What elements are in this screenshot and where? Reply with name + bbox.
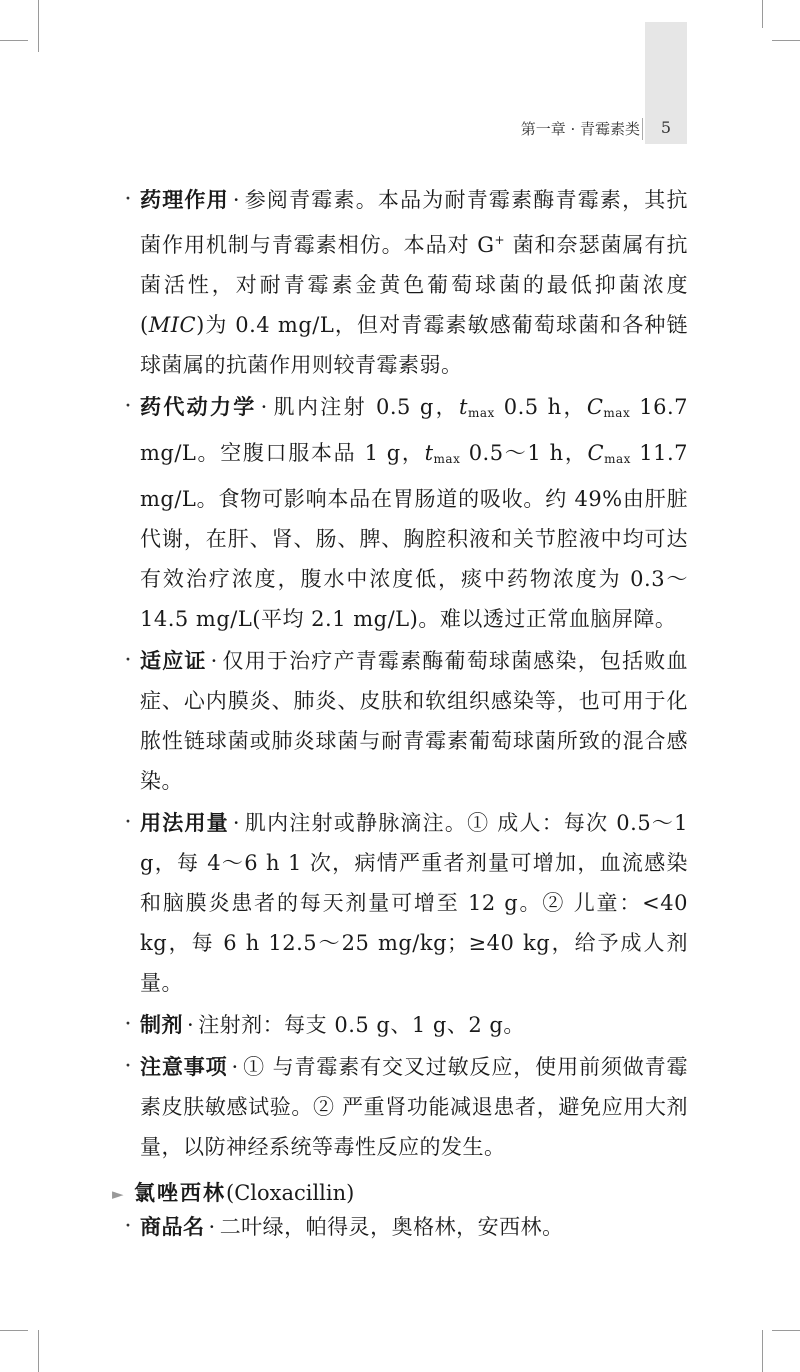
text-part: 注射剂：每支 0.5 g、1 g、2 g。 bbox=[198, 1013, 525, 1037]
term-separator: · bbox=[232, 188, 240, 212]
superscript: + bbox=[494, 233, 506, 247]
section-precautions bbox=[118, 1047, 688, 1167]
section-term: 注意事项 bbox=[140, 1055, 228, 1079]
symbol-c: C bbox=[587, 441, 605, 465]
section-pharmacokinetics bbox=[118, 387, 688, 639]
text-part: )为 0.4 mg/L，但对青霉素敏感葡萄球菌和各种链球菌属的抗菌作用则较青霉素弱。 bbox=[140, 313, 688, 377]
term-separator: · bbox=[208, 1215, 216, 1239]
bullet-dot: · bbox=[124, 648, 132, 673]
crop-mark bbox=[38, 0, 39, 52]
section-term: 商品名 bbox=[140, 1215, 205, 1239]
crop-mark bbox=[0, 40, 28, 41]
text-part: 参阅青霉素。本品为耐青霉素酶青霉素，其抗菌作用机制与青霉素相仿。本品对 G bbox=[140, 188, 689, 257]
term-separator: · bbox=[231, 1055, 239, 1079]
section-indications bbox=[118, 641, 688, 801]
chapter-title: 第一章 · 青霉素类 bbox=[520, 120, 640, 138]
text-part: ① 与青霉素有交叉过敏反应，使用前须做青霉素皮肤敏感试验。② 严重肾功能减退患者，避免应用大剂量，以防神经系统等毒性反应的发生。 bbox=[140, 1055, 688, 1159]
text-part: 0.5～1 h， bbox=[460, 441, 588, 465]
drug-name-en: (Cloxacillin) bbox=[226, 1181, 355, 1205]
section-formulation bbox=[118, 1005, 688, 1045]
drug-name-cn: 氯唑西林 bbox=[134, 1181, 226, 1205]
crop-mark bbox=[762, 1330, 763, 1372]
bullet-dot: · bbox=[124, 187, 132, 212]
section-term: 药理作用 bbox=[140, 188, 229, 212]
header-divider bbox=[642, 118, 643, 140]
section-pharmacology bbox=[118, 180, 688, 385]
page-number: 5 bbox=[660, 118, 672, 137]
bullet-dot: · bbox=[124, 394, 132, 419]
text-part: 肌内注射或静脉滴注。① 成人：每次 0.5～1 g，每 4～6 h 1 次，病情严重者剂量可增加，血流感染和脑膜炎患者的每天剂量可增至 12 g。② 儿童：<40 kg，每 6 h 12.5～25 mg/kg；≥40 kg，给予成人剂量。 bbox=[140, 811, 689, 995]
symbol-c: C bbox=[586, 395, 604, 419]
text-part: 二叶绿，帕得灵，奥格林，安西林。 bbox=[219, 1215, 564, 1239]
subscript: max bbox=[433, 452, 461, 466]
bullet-dot: · bbox=[124, 1012, 132, 1037]
term-separator: · bbox=[187, 1013, 195, 1037]
bullet-dot: · bbox=[124, 1054, 132, 1079]
bullet-dot: · bbox=[124, 1214, 132, 1239]
text-part: 0.5 h， bbox=[494, 395, 587, 419]
text-part: 仅用于治疗产青霉素酶葡萄球菌感染，包括败血症、心内膜炎、肺炎、皮肤和软组织感染等，也可用于化脓性链球菌或肺炎球菌与耐青霉素葡萄球菌所致的混合感染。 bbox=[140, 649, 689, 793]
section-paragraph bbox=[140, 387, 688, 639]
term-separator: · bbox=[260, 395, 268, 419]
crop-mark bbox=[38, 1330, 39, 1372]
crop-mark bbox=[772, 40, 800, 41]
term-separator: · bbox=[210, 649, 218, 673]
subscript: max bbox=[603, 406, 631, 420]
crop-mark bbox=[762, 0, 763, 28]
section-paragraph bbox=[140, 1047, 688, 1167]
symbol-t: t bbox=[424, 441, 434, 465]
crop-mark bbox=[0, 1330, 28, 1331]
bullet-dot: · bbox=[124, 810, 132, 835]
term-separator: · bbox=[232, 811, 241, 835]
mic-abbrev: MIC bbox=[148, 313, 197, 337]
section-term: 适应证 bbox=[140, 649, 207, 673]
body-text bbox=[118, 180, 688, 1169]
section-paragraph bbox=[140, 180, 688, 385]
text-part: 菌和奈瑟菌属有抗菌活性，对耐青霉素金黄色葡萄球菌的最低抑菌浓度( bbox=[140, 233, 688, 337]
subscript: max bbox=[467, 406, 495, 420]
section-paragraph bbox=[140, 1005, 688, 1045]
section-paragraph bbox=[140, 1207, 688, 1247]
section-term: 制剂 bbox=[140, 1013, 183, 1037]
symbol-t: t bbox=[458, 395, 468, 419]
section-dosage bbox=[118, 803, 688, 1003]
section-term: 用法用量 bbox=[140, 811, 229, 835]
text-part: 肌内注射 0.5 g， bbox=[271, 395, 459, 419]
crop-mark bbox=[772, 1330, 800, 1331]
section-trade-names bbox=[118, 1207, 688, 1247]
section-paragraph bbox=[140, 641, 688, 801]
text-part: 11.7 mg/L。食物可影响本品在胃肠道的吸收。约 49%由肝脏代谢，在肝、肾、肠、脾、胸腔积液和关节腔液中均可达有效治疗浓度，腹水中浓度低，痰中药物浓度为 0.3～14.5 mg/L(平均 2.1 mg/L)。难以透过正常血脑屏障。 bbox=[140, 441, 688, 631]
triangle-marker-icon: ► bbox=[112, 1185, 124, 1203]
section-paragraph bbox=[140, 803, 688, 1003]
text-part: 16.7 mg/L。空腹口服本品 1 g， bbox=[140, 395, 688, 465]
subscript: max bbox=[604, 452, 631, 466]
section-term: 药代动力学 bbox=[140, 395, 257, 419]
